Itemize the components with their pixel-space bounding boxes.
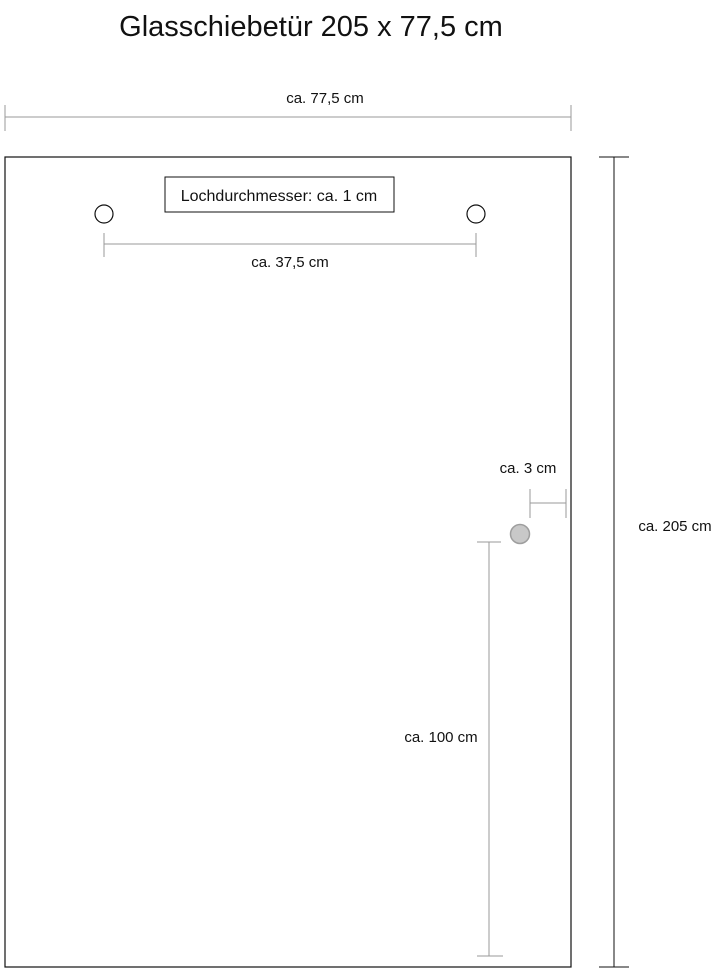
height-dimension (599, 157, 712, 967)
handle-height-dimension (404, 542, 503, 956)
width-dimension-label: ca. 77,5 cm (286, 90, 364, 107)
height-dimension-label: ca. 205 cm (638, 518, 712, 535)
hole-spacing-label: ca. 37,5 cm (251, 254, 329, 271)
handle-edge-offset-dimension (500, 460, 566, 518)
door-panel (5, 157, 571, 967)
diagram-title: Glasschiebetür 205 x 77,5 cm (119, 11, 503, 43)
handle-edge-offset-label: ca. 3 cm (499, 460, 557, 477)
mounting-hole-left (95, 205, 113, 223)
mounting-hole-right (467, 205, 485, 223)
hole-diameter-note-label: Lochdurchmesser: ca. 1 cm (180, 188, 378, 205)
hole-spacing-dimension (104, 233, 476, 271)
width-dimension (5, 90, 571, 131)
handle-hole (511, 525, 530, 544)
hole-diameter-note (165, 177, 394, 212)
handle-height-label: ca. 100 cm (404, 729, 478, 746)
